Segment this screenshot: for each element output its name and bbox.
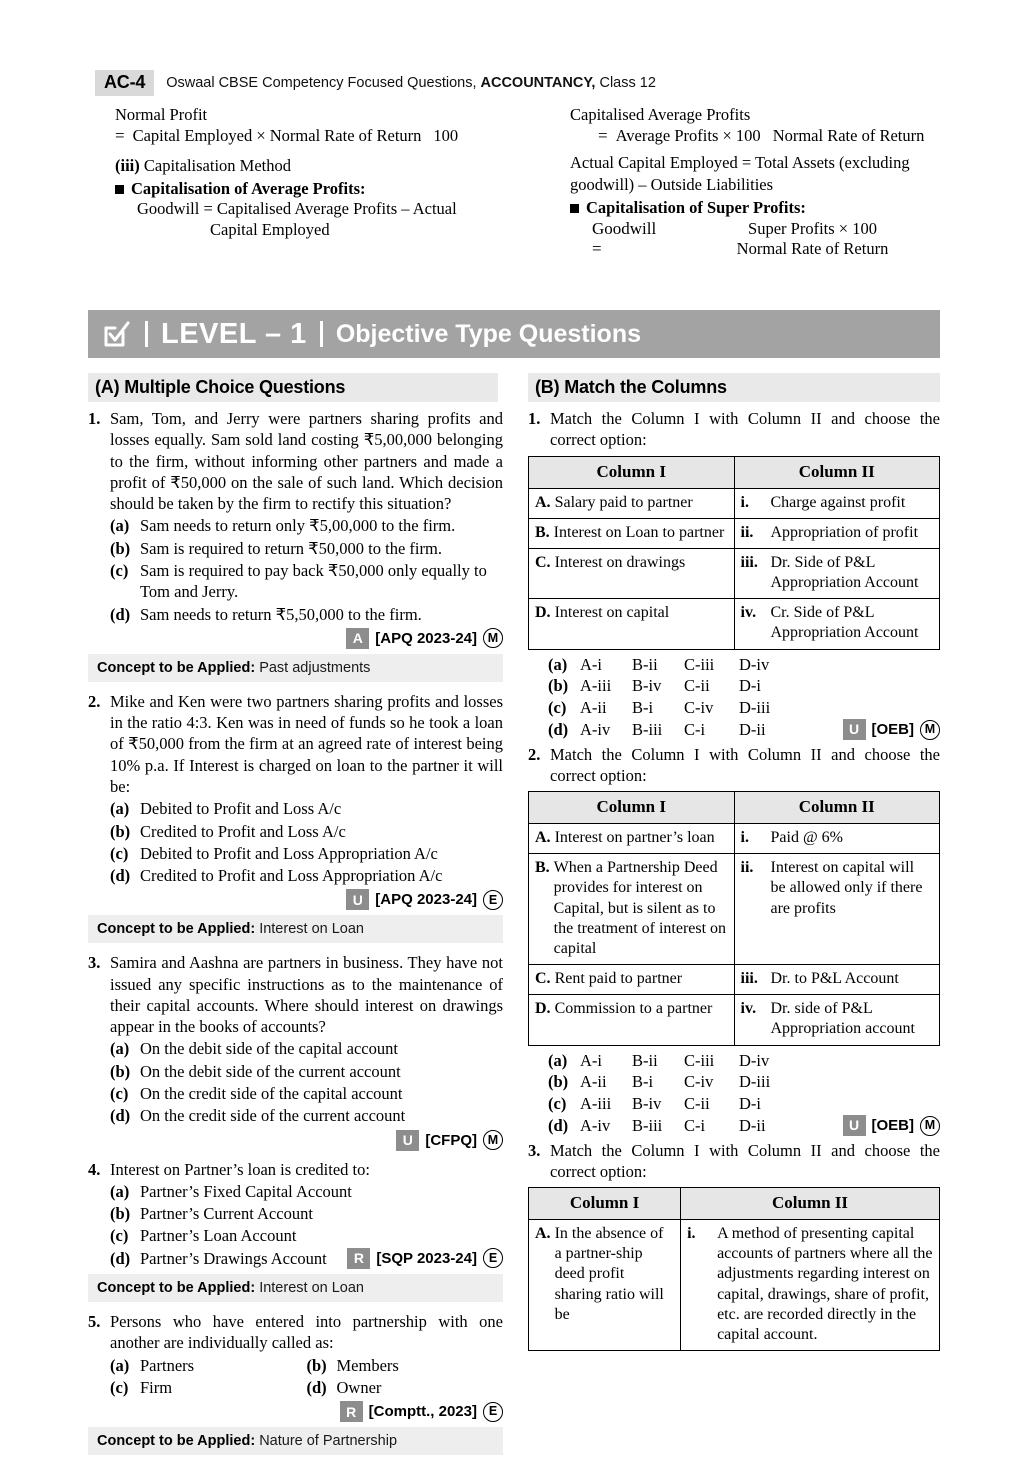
option-a[interactable] — [110, 1355, 307, 1376]
capitalised-average-title: Capitalised Average Profits — [570, 105, 751, 124]
match-table-2 — [528, 791, 940, 1045]
option-label: (c) — [110, 1377, 129, 1397]
answer-option-c[interactable] — [548, 1093, 940, 1115]
running-head-text — [166, 75, 656, 91]
cell-right — [734, 599, 940, 649]
fraction-denominator-3: Normal Rate of Return — [736, 238, 889, 258]
answer-pair: C-ii — [684, 1094, 710, 1114]
option-text: Debited to Profit and Loss A/c — [140, 799, 342, 819]
answer-pair: D-iv — [739, 1050, 770, 1070]
row-label: ii. — [740, 523, 754, 541]
mcq-question-2 — [88, 691, 503, 911]
square-bullet-icon — [115, 185, 124, 194]
source-line — [843, 719, 941, 741]
method-number: (iii) — [115, 156, 140, 176]
row-text: Appropriation of profit — [770, 523, 919, 541]
question-text: Match the Column I with Column II and choose the correct option: — [550, 409, 940, 450]
source-text: [CFPQ] — [425, 1131, 477, 1149]
row-label: i. — [740, 829, 749, 847]
option-label: (b) — [110, 1061, 131, 1081]
answer-pair: B-i — [632, 698, 654, 718]
table-row — [529, 995, 940, 1045]
row-text: When a Partnership Deed provides for interest on Capital, but is silent as to the treatment of interest on capital — [553, 859, 727, 957]
mcq-question-4 — [88, 1159, 503, 1269]
option-label: (d) — [110, 866, 131, 886]
answer-pair: D-iii — [739, 1072, 771, 1092]
table-header-row — [529, 792, 940, 824]
table-row — [529, 854, 940, 965]
option-label: (c) — [110, 1226, 129, 1246]
cognitive-level-badge: R — [340, 1401, 363, 1422]
cell-left — [529, 995, 735, 1045]
cognitive-level-badge: U — [346, 889, 369, 910]
concept-label: Concept to be Applied: — [97, 921, 256, 938]
option-c[interactable] — [110, 843, 503, 864]
goodwill-average-line1: Goodwill = Capitalised Average Profits – Actual — [137, 199, 457, 219]
answer-pair: D-ii — [739, 1115, 766, 1135]
level-banner — [88, 310, 940, 358]
answer-label: (b) — [548, 676, 569, 696]
answer-pair: B-iv — [632, 676, 662, 696]
column-header-2: Column II — [734, 792, 940, 824]
row-text: Interest on partner’s loan — [554, 829, 715, 847]
answer-pair: D-ii — [739, 719, 766, 739]
option-label: (d) — [306, 1377, 327, 1397]
row-text: Dr. to P&L Account — [770, 970, 899, 988]
question-text: Mike and Ken were two partners sharing profits and losses in the ratio 4:3. Ken was in need of funds so he took a loan of ₹50,000 from the firm at an agreed rate of interest being 10% p.a. If Interest is charged on loan to the partner it will be: — [110, 691, 503, 796]
table-row — [529, 518, 940, 548]
option-row-2 — [110, 1377, 503, 1398]
section-header-mcq: (A) Multiple Choice Questions — [88, 373, 498, 402]
answer-option-c[interactable] — [548, 697, 940, 719]
cell-right — [734, 854, 940, 965]
question-text: Persons who have entered into partnership with one another are individually called as: — [110, 1312, 503, 1353]
row-label: A. — [535, 493, 551, 511]
match-question-2 — [528, 744, 940, 787]
question-number: 3. — [528, 1140, 541, 1160]
option-b[interactable] — [110, 1203, 503, 1224]
option-c[interactable] — [110, 1377, 307, 1398]
row-label: A. — [535, 1225, 551, 1243]
actual-capital-line2: goodwill) – Outside Liabilities — [570, 174, 774, 194]
match-table-1 — [528, 456, 940, 650]
table-row — [529, 1220, 940, 1351]
normal-profit-fraction — [115, 126, 515, 146]
question-text: Samira and Aashna are partners in business. They have not issued any specific instructions as to the maintenance of their capital accounts. Where should interest on drawings appear in the books of accounts? — [110, 953, 503, 1037]
method-name: Capitalisation Method — [143, 156, 291, 176]
source-line — [843, 1115, 941, 1137]
source-text: [OEB] — [871, 1116, 914, 1134]
answer-label: (d) — [548, 719, 569, 739]
table-header-row — [529, 1188, 940, 1220]
answer-pair: A-ii — [580, 1072, 607, 1092]
match-column — [528, 408, 940, 1355]
row-label: B. — [535, 523, 550, 541]
cell-left — [529, 488, 735, 518]
answer-pair: C-ii — [684, 676, 710, 696]
answer-pair: A-iv — [580, 719, 611, 739]
option-text: On the credit side of the capital account — [140, 1084, 403, 1104]
answer-pair: C-iii — [684, 1050, 715, 1070]
column-header-1: Column I — [529, 792, 735, 824]
row-text: Interest on Loan to partner — [553, 523, 725, 541]
answer-label: (d) — [548, 1115, 569, 1135]
option-c[interactable] — [110, 560, 503, 603]
option-row-1 — [110, 1355, 503, 1376]
bullet-capitalisation-super — [570, 198, 955, 218]
cell-left — [529, 548, 735, 598]
answer-pair: A-iii — [580, 676, 612, 696]
difficulty-badge: E — [483, 1402, 503, 1422]
option-label: (a) — [110, 799, 130, 819]
concept-box-4 — [88, 1274, 503, 1302]
row-label: D. — [535, 604, 551, 622]
answer-pair: D-i — [739, 1094, 761, 1114]
concept-box-2 — [88, 915, 503, 943]
option-text: Sam needs to return ₹5,50,000 to the firm. — [140, 604, 422, 624]
cognitive-level-badge: U — [843, 1115, 866, 1136]
row-label: iv. — [740, 1000, 757, 1018]
answer-option-d[interactable] — [548, 719, 940, 741]
difficulty-badge: M — [920, 1116, 940, 1136]
answer-pair: A-i — [580, 1050, 602, 1070]
equals-sign: = — [115, 126, 125, 146]
option-d[interactable] — [110, 1248, 503, 1269]
option-text: Sam needs to return only ₹5,00,000 to the firm. — [140, 516, 456, 536]
cognitive-level-badge: U — [843, 719, 866, 740]
option-label: (a) — [110, 516, 130, 536]
column-header-1: Column I — [529, 1188, 681, 1220]
answer-pair: A-ii — [580, 698, 607, 718]
concept-label: Concept to be Applied: — [97, 1433, 256, 1450]
fraction-numerator-3: Super Profits × 100 — [748, 218, 877, 238]
table-row — [529, 488, 940, 518]
row-text: Paid @ 6% — [770, 829, 844, 847]
difficulty-badge: M — [483, 1130, 503, 1150]
concept-label: Concept to be Applied: — [97, 1280, 256, 1296]
row-text: Interest on capital will be allowed only if there are profits — [770, 859, 923, 917]
answer-pair: C-iv — [684, 1072, 714, 1092]
match-table-3 — [528, 1187, 940, 1351]
answer-pair: B-ii — [632, 654, 658, 674]
row-text: Rent paid to partner — [554, 970, 683, 988]
answer-pair: C-i — [684, 1115, 706, 1135]
actual-capital-line1: Actual Capital Employed = Total Assets (excluding — [570, 153, 910, 173]
row-label: ii. — [740, 859, 754, 877]
question-number: 3. — [88, 953, 101, 973]
option-b[interactable] — [110, 538, 503, 559]
method-heading — [115, 156, 515, 176]
answer-pair: B-i — [632, 1072, 654, 1092]
source-text: [APQ 2023-24] — [375, 891, 477, 909]
square-bullet-icon-2 — [570, 204, 579, 213]
row-label: D. — [535, 1000, 551, 1018]
answer-label: (a) — [548, 654, 568, 674]
page-code-badge: AC-4 — [95, 70, 154, 96]
answer-label: (a) — [548, 1050, 568, 1070]
concept-value: Interest on Loan — [259, 1280, 364, 1296]
mcq-question-1 — [88, 408, 503, 649]
answer-option-a[interactable] — [548, 654, 940, 676]
option-label: (b) — [110, 1204, 131, 1224]
answer-pair: A-i — [580, 654, 602, 674]
option-label: (d) — [110, 604, 131, 624]
row-text: Charge against profit — [770, 493, 906, 511]
bullet-capitalisation-average — [115, 179, 515, 199]
cell-right — [734, 548, 940, 598]
cognitive-level-badge: R — [347, 1248, 370, 1269]
option-text: Owner — [336, 1377, 382, 1397]
cell-right — [681, 1220, 940, 1351]
capitalised-average-fraction — [570, 126, 955, 146]
bullet-average-label: Capitalisation of Average Profits: — [131, 179, 366, 199]
difficulty-badge: M — [483, 628, 503, 648]
option-label: (c) — [110, 843, 129, 863]
answer-pair: B-ii — [632, 1050, 658, 1070]
answer-pair: B-iv — [632, 1094, 662, 1114]
formula-column-left — [115, 105, 515, 241]
cell-right — [734, 518, 940, 548]
row-text: Commission to a partner — [554, 1000, 713, 1018]
cognitive-level-badge: A — [346, 628, 369, 649]
answer-pair: C-i — [684, 719, 706, 739]
option-c[interactable] — [110, 1083, 503, 1104]
option-label: (b) — [110, 538, 131, 558]
mcq-column — [88, 408, 503, 1464]
fraction-numerator: Capital Employed × Normal Rate of Return — [132, 126, 422, 146]
source-line — [110, 628, 503, 649]
question-text: Match the Column I with Column II and choose the correct option: — [550, 1140, 940, 1181]
option-text: Partners — [140, 1355, 195, 1375]
option-b[interactable] — [110, 1061, 503, 1082]
level-label: LEVEL – 1 — [161, 317, 307, 350]
concept-box-5 — [88, 1427, 503, 1455]
answer-pair: B-iii — [632, 719, 663, 739]
option-c[interactable] — [110, 1225, 503, 1246]
answer-pair: C-iv — [684, 698, 714, 718]
option-text: On the credit side of the current account — [140, 1106, 406, 1126]
answer-label: (c) — [548, 698, 567, 718]
option-text: On the debit side of the current account — [140, 1061, 401, 1081]
table-header-row — [529, 456, 940, 488]
row-label: A. — [535, 829, 551, 847]
row-label: iii. — [740, 970, 758, 988]
table-row — [529, 965, 940, 995]
cell-left — [529, 824, 735, 854]
row-label: B. — [535, 859, 550, 877]
question-number: 2. — [528, 744, 541, 764]
banner-divider-2 — [320, 321, 323, 347]
goodwill-average-line2: Capital Employed — [210, 220, 330, 240]
concept-value: Interest on Loan — [259, 921, 364, 938]
match-question-1 — [528, 408, 940, 451]
section-header-match: (B) Match the Columns — [528, 373, 940, 402]
question-number: 5. — [88, 1312, 101, 1331]
runhead-prefix: Oswaal CBSE Competency Focused Questions, — [166, 75, 481, 91]
goodwill-equals-label: Goodwill = — [592, 218, 657, 258]
fraction-denominator-2: Normal Rate of Return — [772, 126, 925, 146]
fraction-numerator-2: Average Profits × 100 — [615, 126, 761, 146]
option-label: (a) — [110, 1181, 130, 1201]
cell-right — [734, 995, 940, 1045]
row-text: Salary paid to partner — [554, 493, 693, 511]
formula-column-right — [570, 105, 955, 259]
difficulty-badge: E — [483, 1248, 503, 1268]
row-label: i. — [687, 1225, 696, 1243]
concept-box-1 — [88, 654, 503, 682]
row-label: C. — [535, 970, 551, 988]
option-text: Sam is required to pay back ₹50,000 only equally to Tom and Jerry. — [140, 560, 487, 602]
cell-left — [529, 599, 735, 649]
option-text: Credited to Profit and Loss Appropriation A/c — [140, 866, 443, 886]
source-text: [APQ 2023-24] — [375, 629, 477, 647]
option-a[interactable] — [110, 1038, 503, 1059]
option-label: (a) — [110, 1355, 130, 1375]
option-text: Debited to Profit and Loss Appropriation A/c — [140, 843, 438, 863]
option-label: (a) — [110, 1039, 130, 1059]
row-label: i. — [740, 493, 749, 511]
question-number: 4. — [88, 1159, 101, 1179]
cell-right — [734, 965, 940, 995]
option-a[interactable] — [110, 515, 503, 536]
answer-pair: D-iii — [739, 698, 771, 718]
equals-sign-2: = — [598, 126, 608, 146]
answer-label: (b) — [548, 1072, 569, 1092]
row-text: In the absence of a partner-ship deed profit sharing ratio will be — [554, 1225, 664, 1323]
row-label: iv. — [740, 604, 757, 622]
question-number: 2. — [88, 691, 101, 711]
answer-pair: D-i — [739, 676, 761, 696]
option-text: Members — [336, 1355, 399, 1375]
answer-pair: B-iii — [632, 1115, 663, 1135]
concept-label: Concept to be Applied: — [97, 659, 256, 676]
column-header-2: Column II — [734, 456, 940, 488]
question-text: Sam, Tom, and Jerry were partners sharing profits and losses equally. Sam sold land costing ₹5,00,000 belonging to the firm, without informing other partners and made a profit of ₹50,000 on the sale of such land. Which decision should be taken by the firm to rectify this situation? — [110, 409, 503, 514]
option-label: (d) — [110, 1106, 131, 1126]
formula-block — [95, 105, 955, 290]
option-text: Partner’s Drawings Account — [140, 1248, 327, 1268]
option-label: (c) — [110, 560, 129, 580]
checkbox-tick-icon — [102, 319, 132, 349]
option-d[interactable] — [110, 1105, 503, 1126]
option-b[interactable] — [307, 1355, 504, 1376]
difficulty-badge: M — [920, 720, 940, 740]
cell-left — [529, 965, 735, 995]
row-text: Dr. Side of P&L Appropriation Account — [770, 553, 919, 592]
banner-subtitle: Objective Type Questions — [335, 319, 641, 348]
table-row — [529, 599, 940, 649]
concept-value: Past adjustments — [259, 659, 371, 676]
source-text: [SQP 2023-24] — [376, 1249, 477, 1267]
source-line — [110, 1130, 503, 1151]
option-text: On the debit side of the capital account — [140, 1039, 398, 1059]
option-a[interactable] — [110, 1181, 503, 1202]
answer-option-d[interactable] — [548, 1115, 940, 1137]
answer-option-b[interactable] — [548, 675, 940, 697]
answer-label: (c) — [548, 1094, 567, 1114]
table-row — [529, 824, 940, 854]
table-row — [529, 548, 940, 598]
question-text: Match the Column I with Column II and choose the correct option: — [550, 744, 940, 785]
question-number: 1. — [88, 409, 101, 428]
cell-left — [529, 518, 735, 548]
answer-pair: A-iii — [580, 1094, 612, 1114]
row-text: Interest on capital — [554, 604, 670, 622]
runhead-suffix: Class 12 — [595, 75, 656, 91]
difficulty-badge: E — [483, 890, 503, 910]
option-d[interactable] — [110, 604, 503, 625]
mcq-question-5 — [88, 1311, 503, 1422]
option-label: (c) — [110, 1084, 129, 1104]
question-text: Interest on Partner’s loan is credited to: — [110, 1159, 370, 1179]
option-d[interactable] — [110, 865, 503, 886]
option-text: Firm — [140, 1377, 173, 1397]
running-head — [95, 70, 955, 96]
runhead-subject: ACCOUNTANCY, — [480, 75, 596, 91]
source-line — [110, 889, 503, 910]
source-line — [110, 1401, 503, 1422]
option-b[interactable] — [110, 821, 503, 842]
option-text: Credited to Profit and Loss A/c — [140, 821, 346, 841]
cell-right — [734, 488, 940, 518]
column-header-1: Column I — [529, 456, 735, 488]
option-text: Partner’s Fixed Capital Account — [140, 1181, 352, 1201]
option-label: (b) — [110, 821, 131, 841]
cell-left — [529, 1220, 681, 1351]
normal-profit-title: Normal Profit — [115, 105, 208, 124]
goodwill-super-fraction — [592, 219, 955, 259]
question-number: 1. — [528, 409, 541, 428]
option-d[interactable] — [307, 1377, 504, 1398]
banner-divider-1 — [145, 321, 148, 347]
option-label: (b) — [306, 1355, 327, 1375]
row-text: Interest on drawings — [554, 553, 686, 571]
option-label: (d) — [110, 1248, 131, 1268]
answer-pair: A-iv — [580, 1115, 611, 1135]
row-label: iii. — [740, 553, 758, 571]
row-text: Dr. side of P&L Appropriation account — [770, 1000, 915, 1038]
mcq-question-3 — [88, 952, 503, 1158]
row-text: A method of presenting capital accounts of partners where all the adjustments regarding interest on capital, drawings, share of profit, etc. are recorded directly in the capital account. — [717, 1225, 933, 1343]
source-text: [OEB] — [871, 720, 914, 738]
option-text: Sam is required to return ₹50,000 to the firm. — [140, 538, 442, 558]
column-header-2: Column II — [681, 1188, 940, 1220]
cell-left — [529, 854, 735, 965]
bullet-super-label: Capitalisation of Super Profits: — [586, 197, 806, 217]
concept-value: Nature of Partnership — [259, 1433, 398, 1450]
match-question-3 — [528, 1140, 940, 1183]
answer-pair: D-iv — [739, 654, 770, 674]
fraction-denominator: 100 — [433, 126, 459, 146]
answer-option-a[interactable] — [548, 1050, 940, 1072]
option-text: Partner’s Current Account — [140, 1204, 313, 1224]
option-text: Partner’s Loan Account — [140, 1226, 297, 1246]
answer-pair: C-iii — [684, 654, 715, 674]
cell-right — [734, 824, 940, 854]
source-text: [Comptt., 2023] — [368, 1403, 477, 1421]
row-label: C. — [535, 553, 551, 571]
answer-option-b[interactable] — [548, 1071, 940, 1093]
cognitive-level-badge: U — [396, 1130, 419, 1151]
row-text: Cr. Side of P&L Appropriation Account — [770, 604, 919, 642]
option-a[interactable] — [110, 798, 503, 819]
